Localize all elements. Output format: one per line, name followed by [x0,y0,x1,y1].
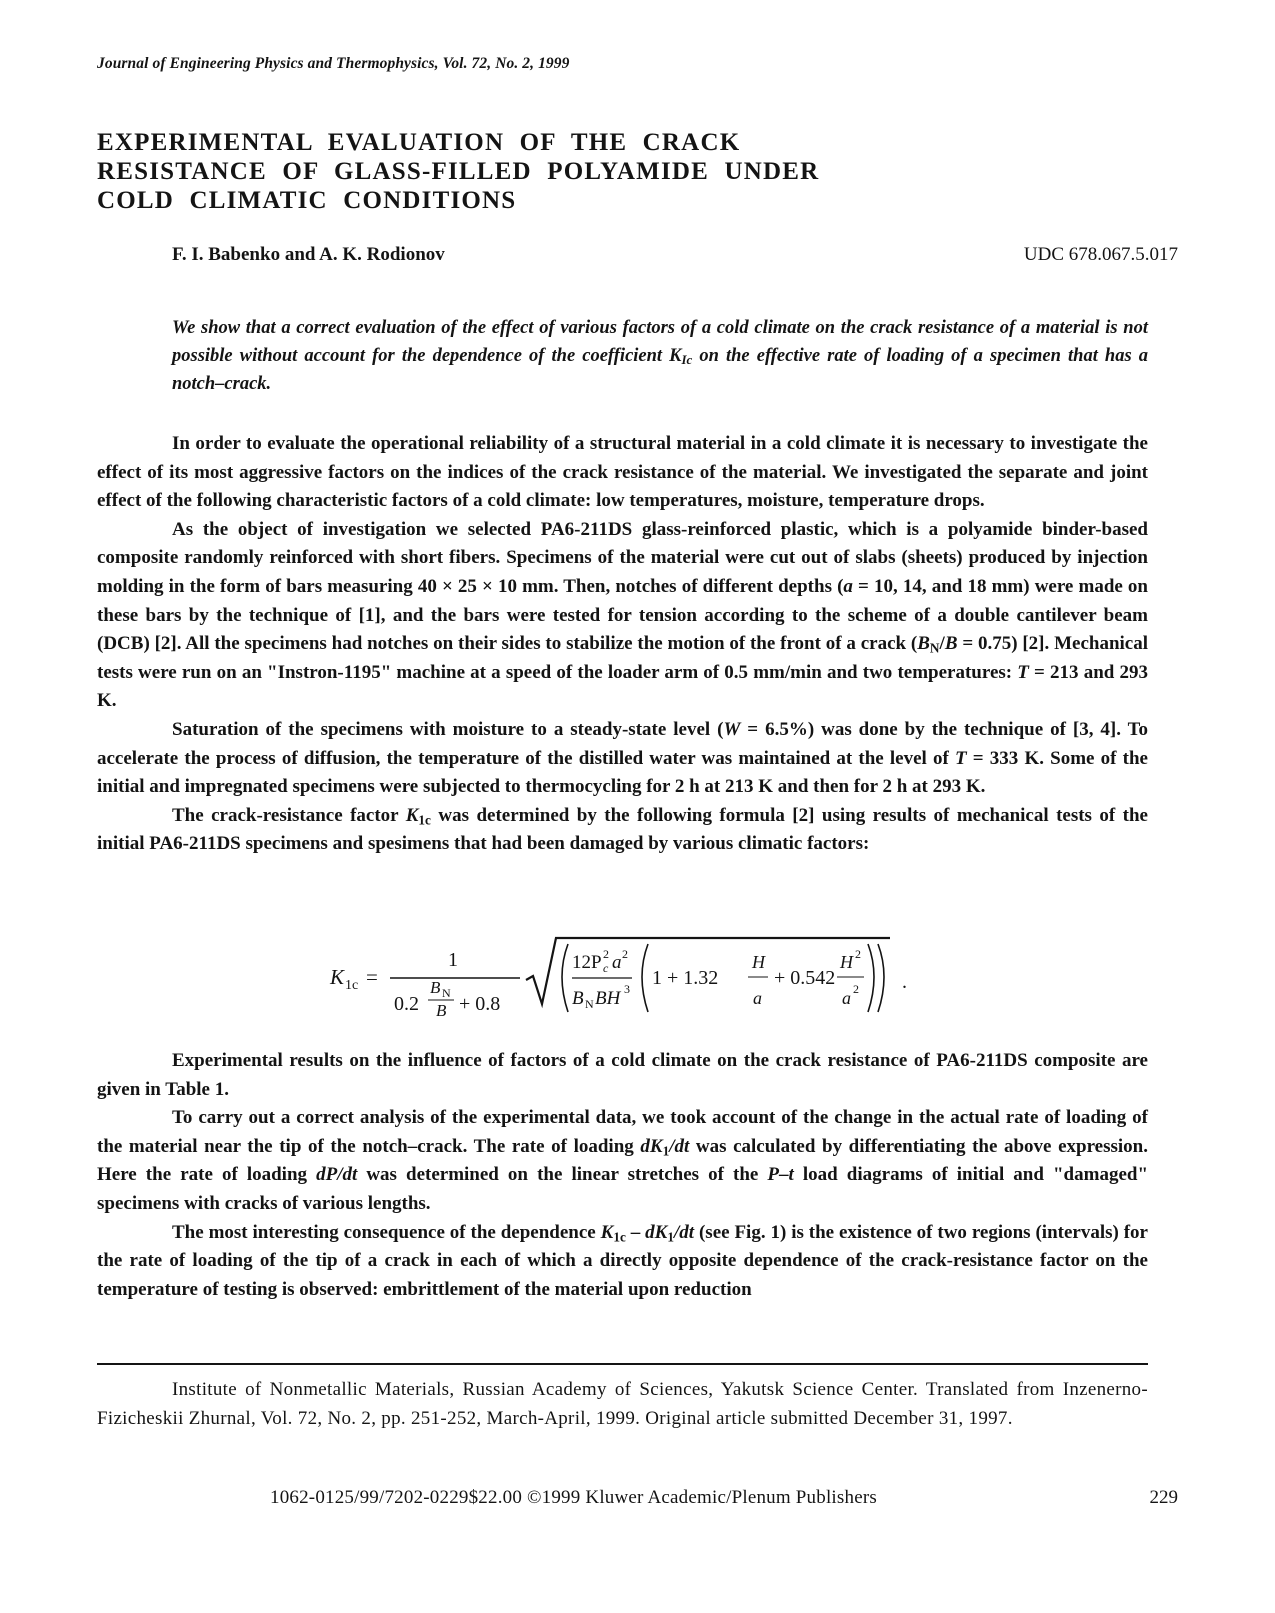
formula-denominator-a: 0.2 [394,993,419,1015]
abstract-text: on the effective rate of loading of a specimen that has a notch–crack. [172,346,1149,394]
formula-f1-den: a [753,988,762,1008]
formula-paren-right [878,944,884,1012]
formula-den-frac-num: B [430,978,441,997]
formula-inner-num-sub: c [603,961,609,975]
paragraph: To carry out a correct analysis of the experimental data, we took account of the change in the actual rate of loading of the material near the tip of the notch–crack. The rate of loading $dK_1/dt$ was calculated by differentiating the above expression. Here the rate of loading dP/dt was determined on the linear stretches of the P–t load diagrams of initial and "damaged" specimens with cracks of various lengths. [97,1107,1148,1214]
paragraph: Experimental results on the influence of factors of a cold climate on the crack resistance of PA6-211DS composite are given in Table 1. [97,1050,1148,1100]
formula-den-frac-den: B [436,1001,447,1020]
body-text-upper [97,430,1148,859]
formula-equals: = [366,965,378,989]
authors: F. I. Babenko and A. K. Rodionov [172,244,445,265]
abstract-symbol-subscript: Ic [681,352,693,368]
paragraph: The most interesting consequence of the dependence $K_{1c} - dK_1/dt$ (see Fig. 1) is the existence of two regions (intervals) for the rate of loading of the tip of a crack in each of which a directly opposite dependence of the crack-resistance factor on the temperature of testing is observed: embrittlement of the material upon reduction [97,1221,1148,1300]
formula-inner-num-tail-sup: 2 [622,947,628,961]
affiliation-footnote [97,1376,1148,1433]
formula-end-dot: . [902,971,907,993]
formula-denominator-b: + 0.8 [459,993,501,1015]
abstract-text: We show that a correct evaluation of the effect of various factors of a cold climate on the crack resistance of a material is not possible without account for the dependence of the coefficient [172,318,1148,366]
formula-paren-left-2 [642,944,648,1012]
footnote-divider [97,1363,1148,1365]
paragraph: The crack-resistance factor $K_{1c}$ was determined by the following formula [2] using results of mechanical tests of the initial PA6-211DS specimens and spesimens that had been damaged by various climatic factors: [97,804,1148,855]
formula-paren-left [562,944,568,1012]
formula-svg [330,930,930,1020]
formula-inner-den-tail-sup: 3 [624,982,630,996]
kic-formula [330,930,930,1020]
paragraph: As the object of investigation we selected PA6-211DS glass-reinforced plastic, which is a polyamide binder-based composite randomly reinforced with short fibers. Specimens of the material were cut out of slabs (sheets) produced by injection molding in the form of bars measuring 40 × 25 × 10 mm. Then, notches of different depths (a = 10, 14, and 18 mm) were made on these bars by the technique of [1], and the bars were tested for tension according to the scheme of a double cantilever beam (DCB) [2]. All the specimens had notches on their sides to stabilize the motion of the front of a crack $(B_N/B = 0.75)$ [2]. Mechanical tests were run on an "Instron-1195" machine at a speed of the loader arm of 0.5 mm/min and two temperatures: T = 213 and 293 K. [97,518,1149,712]
title-line: COLD CLIMATIC CONDITIONS [97,187,517,214]
formula-inner-num-sup: 2 [603,947,609,961]
body-text-lower [97,1047,1148,1304]
paragraph: Saturation of the specimens with moisture to a steady-state level (W = 6.5%) was done by the technique of [3, 4]. To accelerate the process of diffusion, the temperature of the distilled water was maintained at the level of T = 333 K. Some of the initial and impregnated specimens were subjected to thermocycling for 2 h at 213 K and then for 2 h at 293 K. [97,718,1148,798]
journal-citation: Journal of Engineering Physics and Thermophysics, Vol. 72, No. 2, 1999 [97,55,570,72]
formula-f2-den-sup: 2 [853,982,859,996]
formula-paren-right-2 [868,944,874,1012]
formula-inner-num-tail: a [612,952,622,973]
formula-f2-num-sup: 2 [855,947,861,961]
formula-inner-num: 12P [572,952,602,973]
page-number: 229 [1149,1487,1178,1508]
formula-den-frac-num-sub: N [442,986,451,1000]
formula-lhs-symbol: K [330,965,345,989]
title-line: RESISTANCE OF GLASS-FILLED POLYAMIDE UNDER [97,158,820,185]
article-title [97,128,997,215]
formula-numerator: 1 [448,949,458,971]
formula-inner-den-tail: BH [595,988,621,1009]
affiliation-text: Institute of Nonmetallic Materials, Russian Academy of Sciences, Yakutsk Science Center. Translated from Inzenerno-Fizicheskii Zhurnal, Vol. 72, No. 2, pp. 251-252, March-April, 1999. Original article submitted December 31, 1997. [97,1379,1148,1429]
paragraph: In order to evaluate the operational reliability of a structural material in a cold climate it is necessary to investigate the effect of its most aggressive factors on the indices of the crack resistance of the material. We investigated the separate and joint effect of the following characteristic factors of a cold climate: low temperatures, moisture, temperature drops. [97,433,1148,512]
title-line: EXPERIMENTAL EVALUATION OF THE CRACK [97,129,741,156]
formula-f1-num: H [752,952,765,972]
formula-f2-den: a [842,988,851,1008]
formula-inner-den-sub: N [585,997,594,1011]
abstract-symbol: K [669,346,682,366]
formula-inner-den: B [572,988,584,1009]
publication-info: 1062-0125/99/7202-0229$22.00 ©1999 Kluwer Academic/Plenum Publishers [270,1487,877,1508]
abstract [172,314,1148,398]
formula-bracket-a: 1 + 1.32 [652,967,719,989]
formula-f2-num: H [840,952,853,972]
formula-lhs-subscript: 1c [345,978,359,993]
formula-bracket-b: + 0.542 [774,967,836,989]
udc-code: UDC 678.067.5.017 [1023,244,1178,265]
